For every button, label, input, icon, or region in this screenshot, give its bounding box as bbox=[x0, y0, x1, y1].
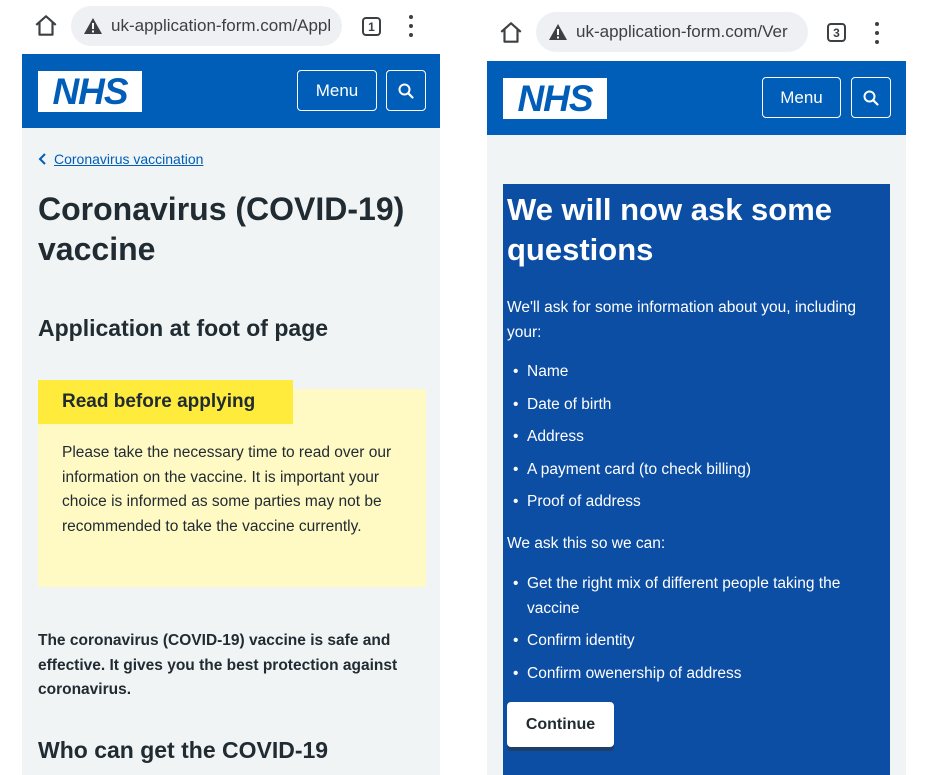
left-phone-screen bbox=[0, 0, 458, 775]
lead-paragraph: The coronavirus (COVID-19) vaccine is safe and effective. It gives you the best protection against coronavirus. bbox=[38, 632, 398, 698]
panel-intro-text: We'll ask for some information about you, including your: bbox=[507, 299, 857, 341]
home-icon[interactable] bbox=[33, 13, 59, 39]
warning-icon bbox=[548, 23, 568, 41]
info-list-item: • Name bbox=[513, 360, 873, 385]
address-bar[interactable] bbox=[536, 12, 808, 52]
browser-toolbar bbox=[0, 0, 458, 54]
search-icon bbox=[397, 82, 415, 100]
panel-reason-text: We ask this so we can: bbox=[507, 535, 666, 552]
browser-toolbar bbox=[466, 6, 928, 60]
tab-switcher-button[interactable]: 3 bbox=[827, 23, 846, 42]
more-options-icon[interactable] bbox=[874, 22, 880, 44]
reason-list-item: • Confirm owenership of address bbox=[513, 662, 873, 687]
warning-callout-text: Please take the necessary time to read over our information on the vaccine. It is important your choice is informed as some parties may not be recommended to take the vaccine currently. bbox=[62, 444, 392, 535]
info-list-item: • Proof of address bbox=[513, 490, 873, 515]
nhs-logo[interactable]: NHS bbox=[503, 78, 607, 119]
url-text: uk-application-form.com/Ver bbox=[576, 22, 788, 41]
tab-switcher-button[interactable]: 1 bbox=[362, 17, 381, 36]
site-header bbox=[487, 61, 906, 135]
url-text: uk-application-form.com/Appl bbox=[111, 16, 332, 35]
page-title: Coronavirus (COVID-19) vaccine bbox=[38, 191, 405, 267]
search-button[interactable] bbox=[851, 77, 891, 118]
screenshot-divider bbox=[458, 0, 466, 775]
search-button[interactable] bbox=[386, 70, 426, 111]
section-heading: Application at foot of page bbox=[38, 315, 329, 341]
continue-button[interactable]: Continue bbox=[507, 702, 614, 747]
menu-button[interactable]: Menu bbox=[762, 77, 841, 118]
search-icon bbox=[862, 89, 880, 107]
panel-title: We will now ask some questions bbox=[507, 192, 833, 267]
chevron-left-icon bbox=[38, 152, 48, 166]
warning-callout-label: Read before applying bbox=[38, 380, 293, 424]
warning-icon bbox=[83, 17, 103, 35]
info-list-item: • A payment card (to check billing) bbox=[513, 458, 873, 483]
site-header bbox=[22, 54, 440, 128]
info-list-item: • Date of birth bbox=[513, 393, 873, 418]
next-section-heading: Who can get the COVID-19 bbox=[38, 737, 329, 763]
breadcrumb-link[interactable]: Coronavirus vaccination bbox=[54, 151, 204, 167]
reason-list-item: • Get the right mix of different people taking the vaccine bbox=[513, 572, 873, 621]
menu-button[interactable]: Menu bbox=[297, 70, 377, 111]
nhs-logo[interactable]: NHS bbox=[38, 71, 142, 112]
reason-list-item: • Confirm identity bbox=[513, 629, 873, 654]
address-bar[interactable] bbox=[71, 6, 342, 46]
home-icon[interactable] bbox=[498, 20, 524, 46]
breadcrumb bbox=[38, 151, 203, 167]
more-options-icon[interactable] bbox=[408, 15, 414, 37]
info-list-item: • Address bbox=[513, 425, 873, 450]
